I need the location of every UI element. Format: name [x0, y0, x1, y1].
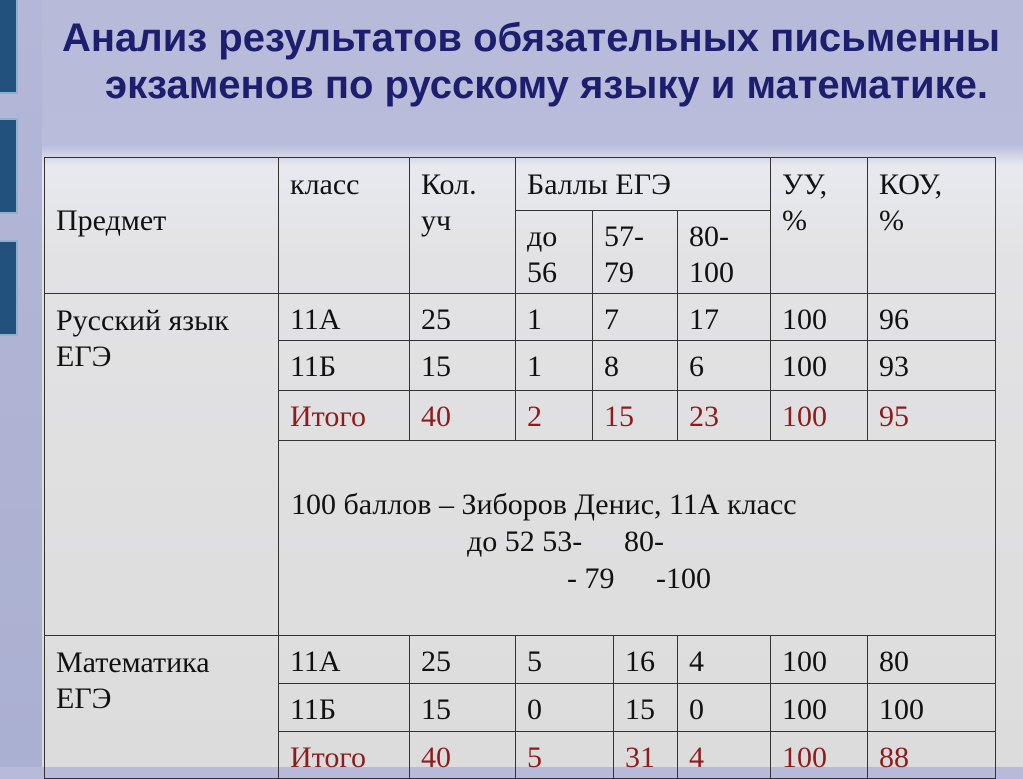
cell-kou: 100: [868, 684, 996, 732]
slide-title: [0, 0, 1023, 140]
subject-cell-russian: Русский язык ЕГЭ: [45, 294, 279, 636]
cell-band-80-100: 17: [678, 294, 771, 341]
cell-kou: 95: [868, 391, 996, 441]
cell-count: 25: [410, 294, 516, 341]
cell-uu: 100: [771, 636, 868, 684]
results-table: [44, 157, 996, 779]
cell-band-80-100: 4: [678, 732, 771, 779]
cell-class: 11А: [279, 636, 410, 684]
cell-band-to-56: 0: [516, 684, 614, 732]
cell-band-to-56: 1: [516, 294, 593, 341]
cell-uu: 100: [771, 294, 868, 341]
slide-title-line-2: экзаменов по русскому языку и математике.: [105, 63, 988, 107]
header-band-57-79: 57- 79: [593, 211, 678, 294]
header-row: [45, 158, 996, 211]
cell-count: 40: [410, 732, 516, 779]
cell-count: 25: [410, 636, 516, 684]
cell-band-57-79: 15: [593, 391, 678, 441]
cell-uu: 100: [771, 732, 868, 779]
cell-kou: 80: [868, 636, 996, 684]
cell-kou: 96: [868, 294, 996, 341]
cell-uu: 100: [771, 684, 868, 732]
cell-class: 11А: [279, 294, 410, 341]
header-kou: КОУ, %: [868, 158, 996, 294]
header-subject: Предмет: [45, 158, 279, 294]
cell-band-80-100: 23: [678, 391, 771, 441]
cell-band-57-79: 7: [593, 294, 678, 341]
cell-band-57-79: 31: [614, 732, 678, 779]
slide-title-line-1: Анализ результатов обязательных письменны: [62, 16, 1001, 60]
note-line-2-part-1: до 52 53-: [467, 525, 583, 558]
accent-bar-bottom: [0, 240, 18, 336]
header-band-to-56: до 56: [516, 211, 593, 294]
cell-band-80-100: 6: [678, 341, 771, 391]
cell-band-57-79: 16: [614, 636, 678, 684]
note-box: [279, 477, 995, 599]
header-band-80-100: 80- 100: [678, 211, 771, 294]
cell-band-80-100: 4: [678, 636, 771, 684]
subject-cell-math: Математика ЕГЭ: [45, 636, 279, 779]
cell-class: Итого: [279, 391, 410, 441]
cell-uu: 100: [771, 391, 868, 441]
table-row: [45, 294, 996, 341]
cell-class: 11Б: [279, 341, 410, 391]
cell-count: 40: [410, 391, 516, 441]
cell-uu: 100: [771, 341, 868, 391]
cell-class: Итого: [279, 732, 410, 779]
note-line-3-part-2: -100: [656, 562, 711, 595]
header-class: класс: [279, 158, 410, 294]
note-cell: [279, 441, 996, 636]
cell-count: 15: [410, 684, 516, 732]
cell-band-57-79: 15: [614, 684, 678, 732]
cell-kou: 88: [868, 732, 996, 779]
note-line-2-part-2: 80-: [624, 525, 664, 558]
note-line-3-part-1: - 79: [567, 562, 615, 595]
cell-band-to-56: 5: [516, 732, 614, 779]
header-count: Кол. уч: [410, 158, 516, 294]
cell-band-to-56: 1: [516, 341, 593, 391]
cell-band-57-79: 8: [593, 341, 678, 391]
table-row: [45, 636, 996, 684]
cell-band-to-56: 5: [516, 636, 614, 684]
cell-band-to-56: 2: [516, 391, 593, 441]
header-scores: Баллы ЕГЭ: [516, 158, 771, 211]
header-uu: УУ, %: [771, 158, 868, 294]
cell-count: 15: [410, 341, 516, 391]
cell-class: 11Б: [279, 684, 410, 732]
cell-kou: 93: [868, 341, 996, 391]
note-line-1: 100 баллов – Зиборов Денис, 11А класс: [291, 488, 797, 521]
cell-band-80-100: 0: [678, 684, 771, 732]
